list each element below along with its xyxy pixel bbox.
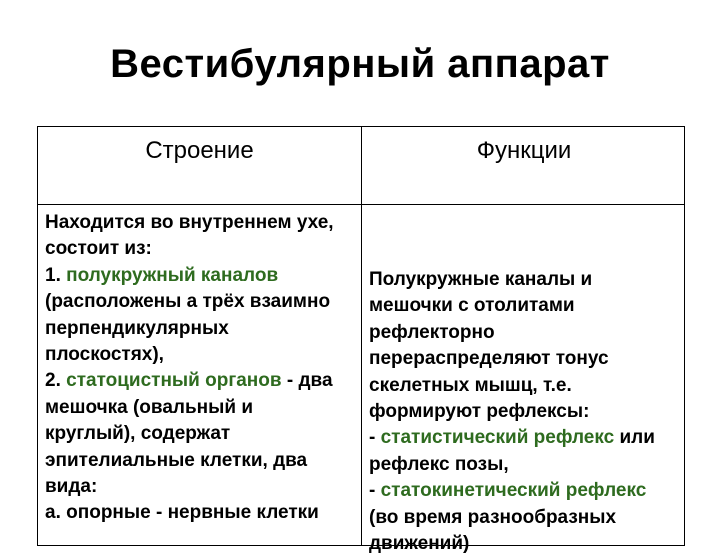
text-fragment: или [614,427,655,449]
text-line [369,478,655,504]
text-fragment: 2. [45,370,67,392]
structure-cell [45,210,334,527]
text-line: Находится во внутреннем ухе, [45,212,334,233]
text-line [45,263,334,289]
text-line: движений) [369,533,470,555]
text-line: а. опорные - нервные клетки [45,502,319,524]
header-structure: Строение [145,137,254,164]
header-functions: Функции [476,137,572,164]
text-line: формируют рефлексы: [369,401,590,423]
text-line: вида: [45,476,98,498]
text-line: рефлекторно [369,321,495,343]
text-line: эпителиальные клетки, два [45,449,308,471]
text-line: мешочка (овальный и [45,396,253,418]
text-line [369,425,655,451]
text-line: Полукружные каналы и [369,269,593,290]
highlight-term: полукружный каналов [66,264,279,286]
text-fragment: - [369,480,381,502]
text-line: рефлекс позы, [369,453,509,475]
content-table [37,126,685,555]
text-line: перпендикулярных [45,317,229,339]
text-line: состоит из: [45,238,152,260]
text-line [45,368,334,394]
slide-title: Вестибулярный аппарат [110,42,610,86]
text-line: скелетных мышц, т.е. [369,374,572,396]
text-line: плоскостях), [45,344,164,366]
text-fragment: - два [281,370,333,392]
highlight-term: статистический рефлекс [380,427,615,449]
column-divider [361,127,362,545]
header-divider [38,204,684,205]
text-line: круглый), содержат [45,423,231,445]
highlight-term: статокинетический рефлекс [380,480,647,502]
functions-cell [369,267,655,557]
text-fragment: 1. [45,264,67,286]
text-line: (расположены а трёх взаимно [45,291,331,313]
highlight-term: статоцистный органов [66,370,282,392]
text-line: мешочки с отолитами [369,295,575,317]
text-line: перераспределяют тонус [369,348,609,370]
text-line: (во время разнообразных [369,506,617,528]
text-fragment: - [369,427,381,449]
